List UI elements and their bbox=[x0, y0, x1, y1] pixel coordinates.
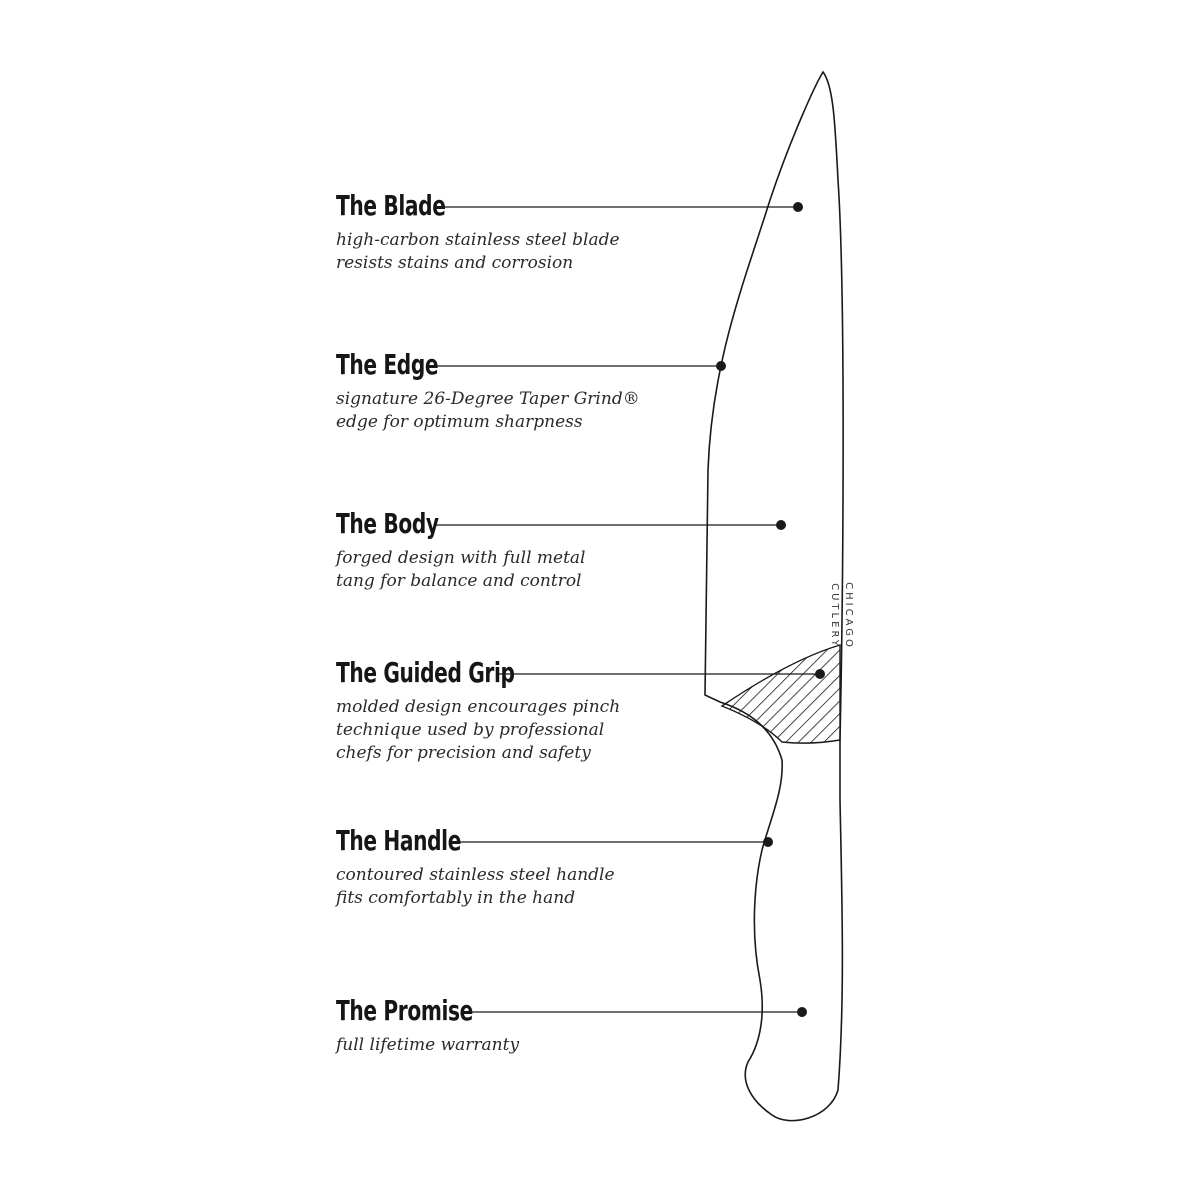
callout-description: forged design with full metal tang for balance and control bbox=[336, 548, 586, 591]
callout-title: The Edge bbox=[336, 348, 439, 381]
callout-handle bbox=[336, 824, 756, 910]
callout-title: The Handle bbox=[336, 824, 462, 857]
brand-line-2: CUTLERY bbox=[829, 583, 840, 649]
callout-title: The Body bbox=[336, 507, 439, 540]
callout-description: signature 26-Degree Taper Grind® edge for optimum sharpness bbox=[336, 389, 640, 432]
callout-guided-grip bbox=[336, 656, 756, 765]
brand-line-1: CHICAGO bbox=[843, 582, 854, 650]
callout-description: high-carbon stainless steel blade resists stains and corrosion bbox=[336, 230, 620, 273]
callout-description: full lifetime warranty bbox=[336, 1035, 520, 1055]
callout-body bbox=[336, 507, 756, 593]
blade-marker-dot bbox=[793, 202, 803, 212]
guided-grip-marker-dot bbox=[815, 669, 825, 679]
callout-title: The Guided Grip bbox=[336, 656, 515, 689]
brand-logo bbox=[815, 566, 855, 666]
promise-marker-dot bbox=[797, 1007, 807, 1017]
callout-blade bbox=[336, 189, 756, 275]
callout-edge bbox=[336, 348, 756, 434]
callout-description: contoured stainless steel handle fits comfortably in the hand bbox=[336, 865, 615, 908]
callout-title: The Promise bbox=[336, 994, 474, 1027]
handle-marker-dot bbox=[763, 837, 773, 847]
body-marker-dot bbox=[776, 520, 786, 530]
callout-description: molded design encourages pinch technique used by professional chefs for precision and safety bbox=[336, 697, 621, 763]
callout-promise bbox=[336, 994, 756, 1057]
callout-title: The Blade bbox=[336, 189, 446, 222]
